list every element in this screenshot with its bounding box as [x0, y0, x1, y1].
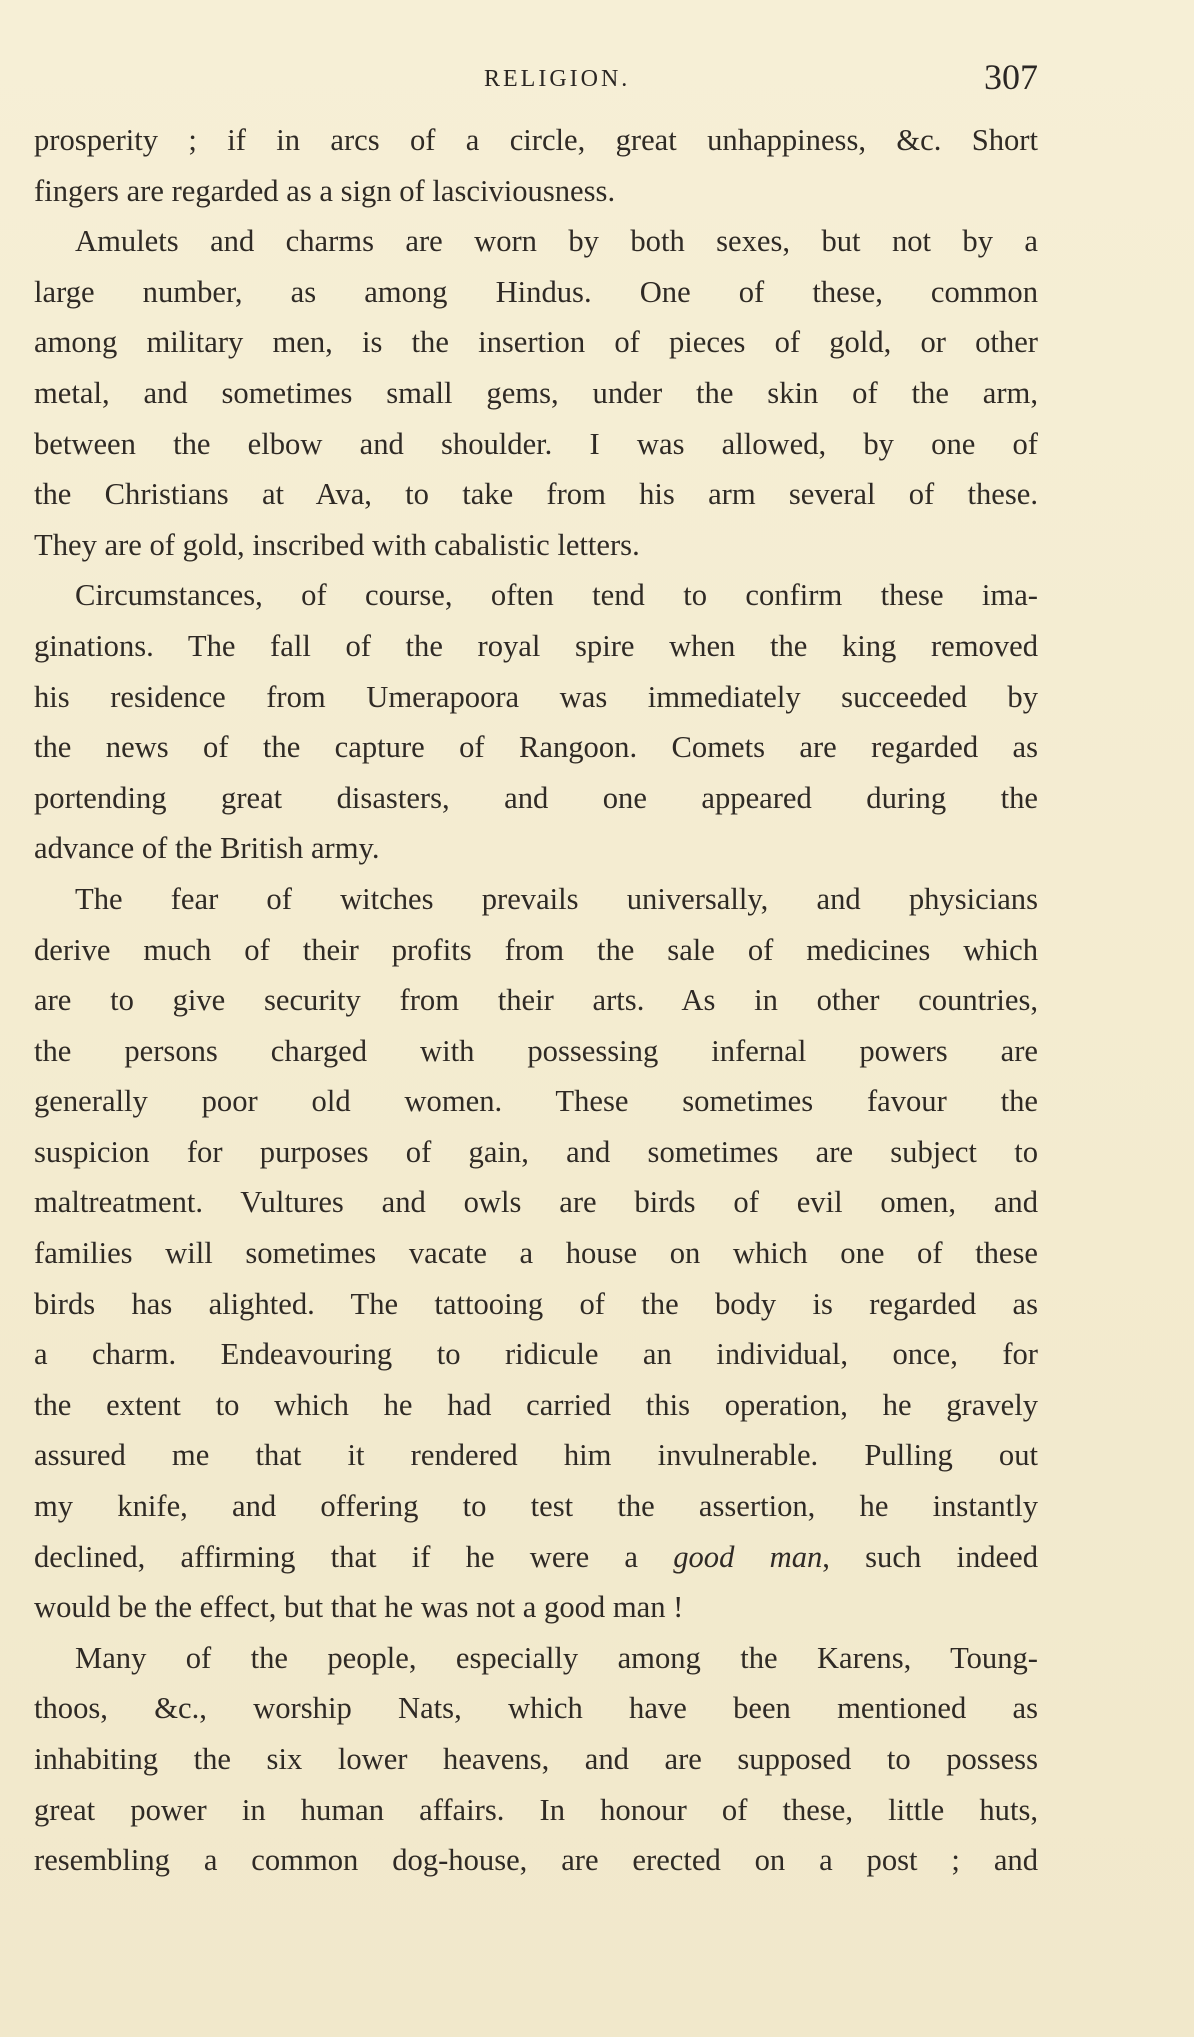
text-line: my knife, and offering to test the assertion, he instantly: [34, 1489, 1038, 1524]
text-line: They are of gold, inscribed with cabalistic letters.: [34, 527, 640, 562]
text-line: resembling a common dog-house, are erected on a post ; and: [34, 1843, 1038, 1878]
page-number: 307: [984, 57, 1038, 97]
text-line: a charm. Endeavouring to ridicule an individual, once, for: [34, 1337, 1038, 1372]
text-line: the persons charged with possessing infernal powers are: [34, 1033, 1038, 1068]
text-line: large number, as among Hindus. One of these, common: [34, 274, 1038, 309]
text-run: declined, affirming that if he were a: [34, 1539, 638, 1574]
text-line: birds has alighted. The tattooing of the body is regarded as: [34, 1286, 1038, 1321]
text-line: great power in human affairs. In honour of these, little huts,: [34, 1792, 1038, 1827]
text-line: derive much of their profits from the sale of medicines which: [34, 932, 1038, 967]
text-line: [34, 1532, 1038, 1583]
text-line: would be the effect, but that he was not a good man !: [34, 1590, 684, 1625]
page-header: [34, 52, 1038, 104]
text-line: thoos, &c., worship Nats, which have been mentioned as: [34, 1691, 1038, 1726]
text-line: his residence from Umerapoora was immediately succeeded by: [34, 679, 1038, 714]
paragraph-start-line: Many of the people, especially among the Karens, Toung-: [75, 1640, 1038, 1675]
text-line: the extent to which he had carried this operation, he gravely: [34, 1387, 1038, 1422]
text-line: fingers are regarded as a sign of lasciviousness.: [34, 173, 616, 208]
text-line: assured me that it rendered him invulnerable. Pulling out: [34, 1438, 1038, 1473]
text-line: prosperity ; if in arcs of a circle, great unhappiness, &c. Short: [34, 123, 1038, 157]
text-line: maltreatment. Vultures and owls are birds of evil omen, and: [34, 1185, 1038, 1220]
paragraph-start-line: The fear of witches prevails universally, and physicians: [75, 881, 1038, 916]
paragraph-start-line: Amulets and charms are worn by both sexes, but not by a: [75, 224, 1038, 259]
paragraph-start-line: Circumstances, of course, often tend to confirm these ima-: [75, 578, 1038, 613]
text-line: suspicion for purposes of gain, and sometimes are subject to: [34, 1134, 1038, 1169]
text-line: the news of the capture of Rangoon. Comets are regarded as: [34, 730, 1038, 765]
text-line: the Christians at Ava, to take from his arm several of these.: [34, 477, 1038, 512]
text-line: between the elbow and shoulder. I was allowed, by one of: [34, 426, 1038, 461]
body-text: [34, 115, 1038, 1886]
running-head: RELIGION.: [484, 66, 631, 92]
text-line: are to give security from their arts. As in other countries,: [34, 983, 1038, 1018]
text-line: metal, and sometimes small gems, under the skin of the arm,: [34, 375, 1038, 410]
text-line: families will sometimes vacate a house on which one of these: [34, 1236, 1038, 1271]
text-line: among military men, is the insertion of pieces of gold, or other: [34, 325, 1038, 360]
text-run: , such indeed: [822, 1539, 1038, 1574]
italic-text-run: good man: [673, 1539, 823, 1574]
text-line: inhabiting the six lower heavens, and are supposed to possess: [34, 1742, 1038, 1776]
text-line: generally poor old women. These sometimes favour the: [34, 1084, 1038, 1119]
text-line: advance of the British army.: [34, 831, 380, 866]
text-line: portending great disasters, and one appeared during the: [34, 780, 1038, 815]
text-line: ginations. The fall of the royal spire when the king removed: [34, 628, 1038, 663]
